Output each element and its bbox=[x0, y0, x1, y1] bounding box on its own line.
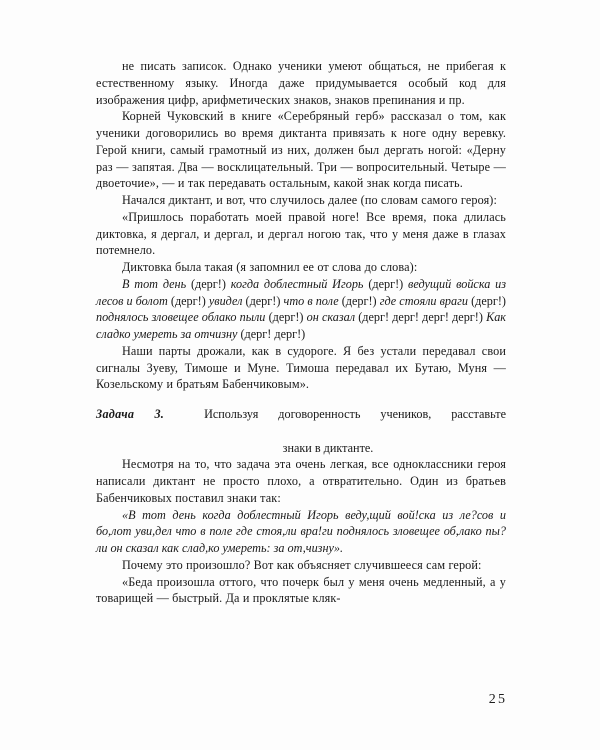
task-block bbox=[96, 406, 506, 440]
dictation-text-16: Как сладко умереть за отчизну bbox=[96, 310, 506, 341]
task-spacer bbox=[96, 393, 506, 406]
dictation-signal-7: (дерг!) bbox=[245, 293, 284, 308]
dictation-signal-1: (дерг!) bbox=[191, 276, 231, 291]
page-number-value: 25 bbox=[488, 692, 508, 707]
task-line-1: Используя договоренность учеников, расставьте bbox=[204, 407, 507, 421]
paragraph-5: Диктовка была такая (я запомнил ее от слова до слова): bbox=[122, 260, 418, 274]
paragraph-7: Наши парты дрожали, как в судороге. Я без устали передавал свои сигналы Зуеву, Тимоше и Муне. Тимоша передавал их Бутаю, Муня — Козельскому и братьям Бабенчиковым». bbox=[96, 343, 506, 392]
paragraph-10: Почему это произошло? Вот как объясняет случившееся сам герой: bbox=[122, 557, 482, 572]
dictation-text-6: увидел bbox=[208, 293, 246, 308]
dictation-quote bbox=[96, 276, 506, 343]
page-number bbox=[0, 692, 600, 708]
task-line-2: знаки в диктанте. bbox=[282, 440, 374, 455]
dictation-text-4: ведущий войска из лесов и болот bbox=[96, 276, 507, 308]
paragraph-8: Несмотря на то, что задача эта очень легкая, все одноклассники героя написали диктант не просто плохо, а отвратительно. Один из братьев Бабенчиковых поставил знаки так: bbox=[96, 457, 506, 505]
paragraph-1: не писать записок. Однако ученики умеют общаться, не прибегая к естественному языку. Иногда даже придумывается особый код для изображения цифр, арифметических знаков, знаков препинания и пр. bbox=[96, 59, 506, 107]
dictation-signal-3: (дерг!) bbox=[368, 276, 409, 291]
dictation-text-8: что в поле bbox=[283, 293, 342, 308]
paragraph-11: «Беда произошла оттого, что почерк был у меня очень медленный, а у товарищей — быстрый. Да и проклятые кляк- bbox=[96, 574, 506, 606]
dictation-signal-5: (дерг!) bbox=[170, 293, 209, 308]
task-line-2-row bbox=[96, 440, 506, 457]
dictation-text-12: поднялось зловещее облако пыли bbox=[96, 310, 269, 325]
paragraph-3: Начался диктант, и вот, что случилось далее (по словам самого героя): bbox=[122, 193, 497, 207]
bad-dictation-quote: «В тот день когда доблестный Игорь веду,щий вой!ска из ле?сов и бо,лот уви,дел что в поле где стоя,ли вра!ги поднялось зловещее об,лако пы?ли он сказал как слад,ко умереть: за от,чизну». bbox=[96, 507, 506, 555]
dictation-signal-9: (дерг!) bbox=[341, 293, 380, 308]
dictation-text-14: он сказал bbox=[306, 310, 359, 325]
paragraph-4: «Пришлось поработать моей правой ноге! Все время, пока длилась диктовка, я дергал, и дергал, и дергал ногою так, что у меня даже в глазах потемнело. bbox=[96, 209, 506, 258]
dictation-signal-15: (дерг! дерг! дерг! дерг!) bbox=[358, 310, 487, 325]
text-column bbox=[96, 58, 506, 607]
dictation-text-2: когда доблестный Игорь bbox=[230, 276, 369, 291]
paragraph-2: Корней Чуковский в книге «Серебряный герб» рассказал о том, как ученики договорились во время диктанта привязать к ноге одну веревку. Герой книги, самый грамотный из них, должен был дергать ногой: «Дерну раз — запятая. Два — восклицательный. Три — вопросительный. Четыре — двоеточие», — и так передавать остальным, какой знак когда писать. bbox=[96, 109, 506, 191]
dictation-text-0: В тот день bbox=[122, 276, 191, 291]
dictation-text-10: где стояли враги bbox=[379, 293, 472, 308]
dictation-signal-17: (дерг! дерг!) bbox=[240, 327, 306, 341]
dictation-signal-11: (дерг!) bbox=[471, 293, 506, 308]
task-label: Задача 3. bbox=[96, 407, 165, 421]
dictation-signal-13: (дерг!) bbox=[268, 310, 307, 325]
